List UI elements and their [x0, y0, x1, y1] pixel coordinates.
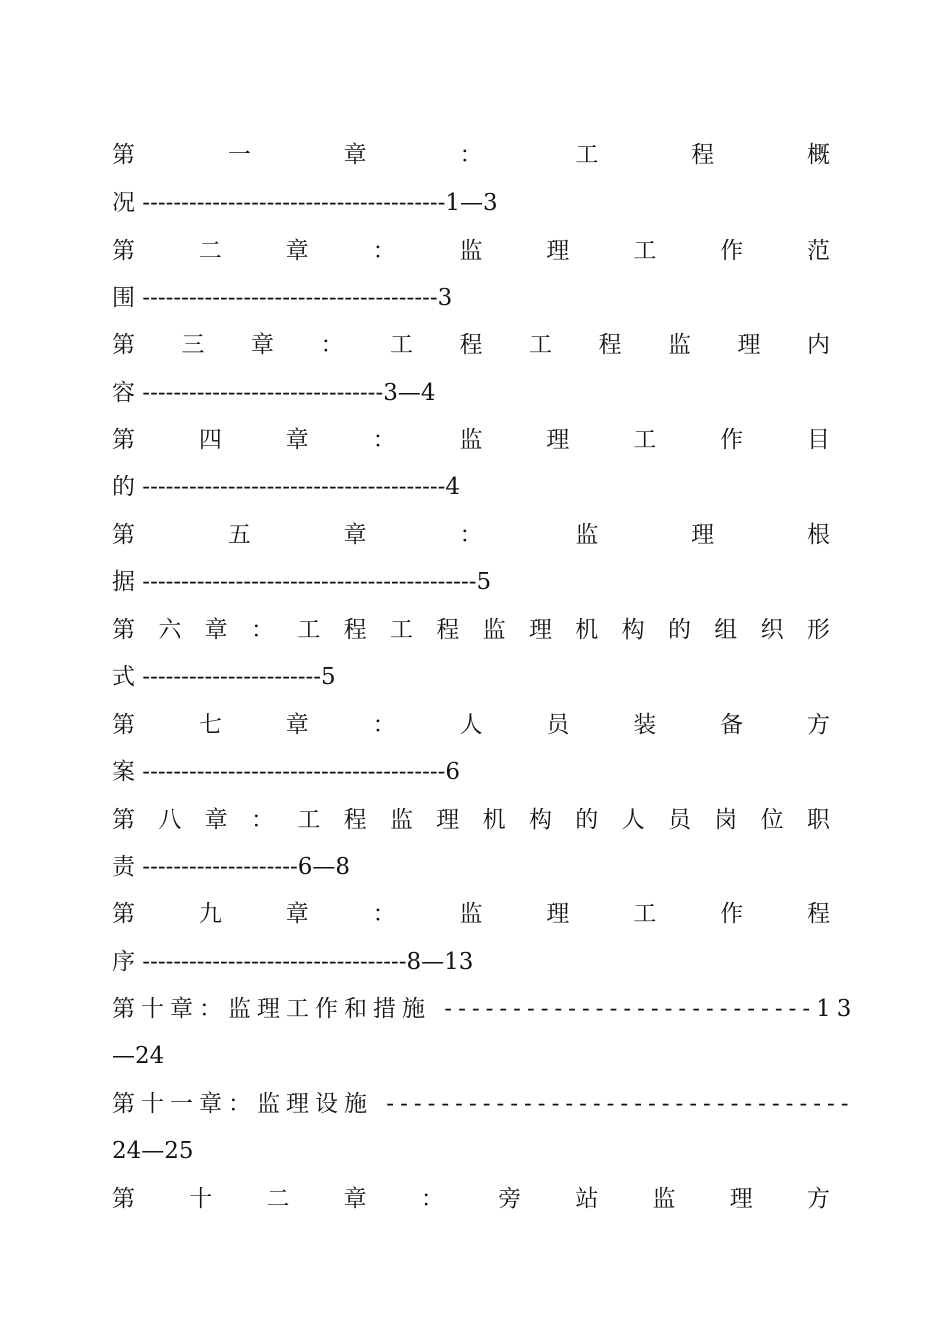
char: 工 [633, 427, 657, 453]
char: 九 [198, 901, 222, 927]
char: 监 [668, 332, 691, 358]
char: 第 [112, 238, 135, 264]
char: 程 [459, 332, 483, 358]
char: 织 [760, 617, 784, 643]
char: 内 [807, 332, 830, 358]
char: 七 [198, 712, 222, 738]
char: 目 [807, 427, 830, 453]
char: 构 [528, 807, 552, 833]
char: 一 [227, 142, 251, 168]
char: 人 [621, 807, 645, 833]
char: 二 [266, 1186, 290, 1212]
char: 章 [204, 807, 228, 833]
toc-entry-5-line2: 据 -------------------------------------------5 [112, 569, 492, 595]
char: 六 [158, 617, 182, 643]
char: 概 [806, 142, 830, 168]
toc-entry-8-line1 [112, 804, 830, 836]
char: 组 [714, 617, 738, 643]
char: 第 [112, 1186, 135, 1212]
toc-entry-9-line1 [112, 898, 830, 930]
char: 理 [546, 901, 570, 927]
char: 理 [436, 807, 460, 833]
char: 监 [459, 901, 483, 927]
char: 工 [297, 617, 321, 643]
char: 章 [204, 617, 228, 643]
toc-entry-4-line1 [112, 424, 830, 456]
char: 章 [285, 238, 309, 264]
char: 四 [198, 427, 222, 453]
char: 监 [482, 617, 506, 643]
char: 位 [760, 807, 784, 833]
char: 监 [652, 1186, 676, 1212]
char: 作 [720, 238, 744, 264]
char: 第 [112, 901, 135, 927]
char: ： [459, 142, 483, 168]
toc-entry-11-line1: 第十一章：监理设施 ---------------------------------- [112, 1091, 855, 1117]
char: 第 [112, 712, 135, 738]
char: 工 [389, 617, 413, 643]
char: ： [372, 427, 396, 453]
char: 理 [546, 238, 570, 264]
toc-entry-3-line1 [112, 329, 830, 361]
char: 章 [343, 142, 367, 168]
char: 程 [343, 617, 367, 643]
char: 理 [546, 427, 570, 453]
char: 工 [575, 142, 599, 168]
char: 程 [598, 332, 622, 358]
toc-entry-7-line1 [112, 709, 830, 741]
char: 程 [343, 807, 367, 833]
char: 程 [436, 617, 460, 643]
char: 章 [343, 522, 367, 548]
char: 章 [343, 1186, 367, 1212]
toc-entry-4-line2: 的 ---------------------------------------4 [112, 474, 461, 500]
toc-entry-9-line2: 序 ----------------------------------8—13 [112, 949, 474, 975]
char: 构 [621, 617, 645, 643]
char: 章 [285, 427, 309, 453]
toc-entry-2-line2: 围 --------------------------------------3 [112, 285, 453, 311]
char: 三 [181, 332, 205, 358]
char: 作 [720, 901, 744, 927]
char: 监 [459, 427, 483, 453]
char: 职 [806, 807, 830, 833]
char: 监 [459, 238, 483, 264]
char: 站 [575, 1186, 599, 1212]
char: 程 [691, 142, 715, 168]
char: 方 [806, 1186, 830, 1212]
char: 作 [720, 427, 744, 453]
char: 第 [112, 142, 135, 168]
char: 机 [482, 807, 506, 833]
toc-entry-1-line1 [112, 139, 830, 171]
char: 方 [807, 712, 830, 738]
char: ： [372, 712, 396, 738]
char: 理 [691, 522, 715, 548]
char: 装 [633, 712, 657, 738]
char: 第 [112, 807, 135, 833]
char: ： [372, 901, 396, 927]
char: 工 [529, 332, 552, 358]
char: 二 [198, 238, 222, 264]
char: 工 [390, 332, 413, 358]
char: 第 [112, 427, 135, 453]
char: 备 [720, 712, 744, 738]
toc-entry-6-line1 [112, 614, 830, 646]
char: 工 [633, 238, 657, 264]
char: 理 [729, 1186, 753, 1212]
char: ： [250, 617, 274, 643]
char: 理 [528, 617, 552, 643]
char: ： [372, 238, 396, 264]
char: 第 [112, 522, 135, 548]
toc-entry-6-line2: 式 -----------------------5 [112, 664, 336, 690]
char: 五 [227, 522, 251, 548]
char: 员 [546, 712, 570, 738]
char: 范 [807, 238, 830, 264]
char: 监 [575, 522, 599, 548]
toc-entry-3-line2: 容 -------------------------------3—4 [112, 380, 436, 406]
char: ： [420, 1186, 444, 1212]
char: 人 [459, 712, 483, 738]
char: ： [459, 522, 483, 548]
char: 根 [806, 522, 830, 548]
char: 第 [112, 617, 135, 643]
char: 形 [806, 617, 830, 643]
toc-entry-2-line1 [112, 235, 830, 267]
toc-entry-5-line1 [112, 519, 830, 551]
toc-entry-7-line2: 案 ---------------------------------------6 [112, 759, 461, 785]
char: 第 [112, 332, 135, 358]
char: 监 [389, 807, 413, 833]
char: 的 [667, 617, 691, 643]
char: 十 [189, 1186, 213, 1212]
toc-entry-11-line2: 24—25 [112, 1138, 194, 1164]
char: 章 [251, 332, 274, 358]
char: 理 [737, 332, 761, 358]
toc-entry-12-line1 [112, 1183, 830, 1215]
toc-entry-10-line2: —24 [112, 1043, 165, 1069]
char: 工 [633, 901, 657, 927]
char: ： [320, 332, 344, 358]
toc-entry-1-line2: 况 ---------------------------------------1—3 [112, 190, 498, 216]
char: 程 [807, 901, 830, 927]
char: 工 [297, 807, 321, 833]
char: 八 [158, 807, 182, 833]
char: 的 [575, 807, 599, 833]
char: 旁 [498, 1186, 522, 1212]
char: 机 [575, 617, 599, 643]
toc-entry-8-line2: 责 --------------------6—8 [112, 854, 351, 880]
char: 岗 [714, 807, 738, 833]
char: ： [250, 807, 274, 833]
toc-entry-10-line1: 第十章：监理工作和措施 ---------------------------13 [112, 996, 858, 1022]
char: 章 [285, 712, 309, 738]
char: 章 [285, 901, 309, 927]
char: 员 [667, 807, 691, 833]
